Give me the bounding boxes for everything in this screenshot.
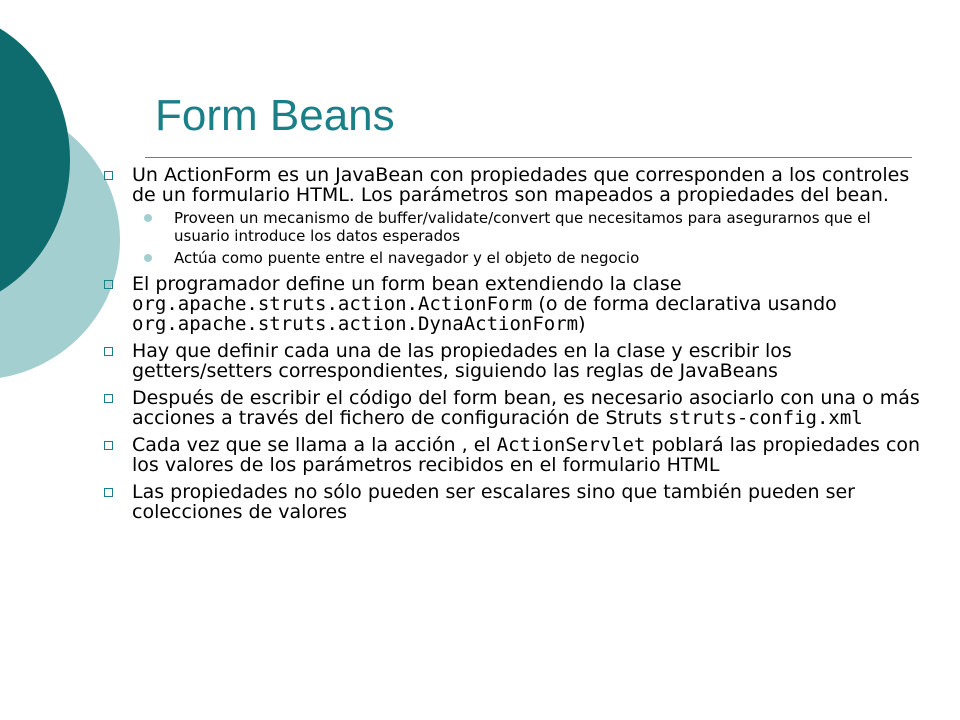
- bullet-item-3: [100, 341, 930, 381]
- sub-bullet-list: [132, 209, 930, 267]
- square-bullet-icon: [104, 488, 113, 497]
- bullet-item-5: [100, 435, 930, 475]
- bullet-text: Hay que definir cada una de las propiedades en la clase y escribir los getters/setters correspondientes, siguiendo las reglas de JavaBeans: [132, 340, 792, 382]
- bullet-item-4: [100, 388, 930, 428]
- config-file-name: struts-config.xml: [668, 407, 863, 429]
- bullet-item-6: [100, 482, 930, 522]
- bullet-item-2: [100, 274, 930, 334]
- bullet-list: [100, 165, 930, 522]
- bullet-text: Las propiedades no sólo pueden ser escalares sino que también pueden ser colecciones de valores: [132, 481, 855, 523]
- bullet-text: ): [578, 313, 586, 335]
- bullet-text: Un ActionForm es un JavaBean con propiedades que corresponden a los controles de un formulario HTML. Los parámetros son mapeados a propiedades del bean.: [132, 164, 910, 206]
- class-name-dynaactionform: org.apache.struts.action.DynaActionForm: [132, 313, 579, 335]
- bullet-text: Cada vez que se llama a la acción , el: [132, 434, 497, 456]
- square-bullet-icon: [104, 280, 113, 289]
- bullet-item-1: [100, 165, 930, 267]
- title-divider: [145, 157, 912, 158]
- bullet-text: Después de escribir el código del form bean, es necesario asociarlo con una o más acciones a través del fichero de configuración de Struts: [132, 387, 920, 429]
- circle-bullet-icon: [144, 214, 152, 222]
- slide-title: Form Beans: [155, 91, 395, 140]
- sub-bullet-text: Actúa como puente entre el navegador y el objeto de negocio: [174, 249, 640, 267]
- class-name-actionform: org.apache.struts.action.ActionForm: [132, 293, 533, 315]
- square-bullet-icon: [104, 441, 113, 450]
- bullet-text: poblará las propiedades con los valores de los parámetros recibidos en el formulario HTML: [132, 434, 921, 476]
- sub-bullet-text: Proveen un mecanismo de buffer/validate/convert que necesitamos para asegurarnos que el usuario introduce los datos esperados: [174, 209, 871, 245]
- bullet-text: (o de forma declarativa usando: [532, 293, 837, 315]
- sub-bullet-item-2: [132, 249, 930, 267]
- sub-bullet-item-1: [132, 209, 930, 245]
- square-bullet-icon: [104, 171, 113, 180]
- circle-bullet-icon: [144, 254, 152, 262]
- bullet-text: El programador define un form bean extendiendo la clase: [132, 273, 682, 295]
- slide-content: [100, 165, 930, 529]
- square-bullet-icon: [104, 347, 113, 356]
- square-bullet-icon: [104, 394, 113, 403]
- class-name-actionservlet: ActionServlet: [496, 434, 646, 456]
